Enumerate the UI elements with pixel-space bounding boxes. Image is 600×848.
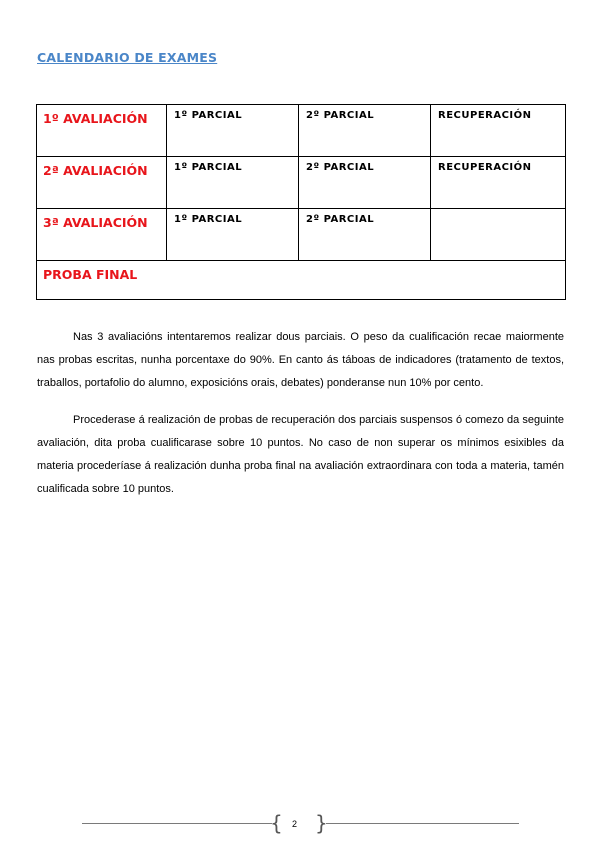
final-exam-cell xyxy=(37,261,566,300)
cell-text: 1º PARCIAL xyxy=(174,162,243,173)
table-cell xyxy=(299,157,431,209)
paragraph-weighting: Nas 3 avaliacións intentaremos realizar dous parciais. O peso da cualificación recae maiormente nas probas escritas, nunha porcentaxe do 90%. En canto ás táboas de indicadores (tratamento de textos, traballos, portafolio do alumno, exposicións orais, debates) ponderanse nun 10% por cento. xyxy=(37,331,564,389)
evaluation-label: 2ª AVALIACIÓN xyxy=(43,163,148,178)
cell-text: 1º PARCIAL xyxy=(174,214,243,225)
evaluation-cell xyxy=(37,105,167,157)
document-title: CALENDARIO DE EXAMES xyxy=(37,50,218,65)
paragraph-recovery: Procederase á realización de probas de recuperación dos parciais suspensos ó comezo da seguinte avaliación, dita proba cualificarase sobre 10 puntos. No caso de non superar os mínimos esixibles da materia procederíase á realización dunha proba final na avaliación extraordinara con toda a materia, tamén cualificada sobre 10 puntos. xyxy=(37,414,564,495)
right-brace-icon: } xyxy=(315,811,328,835)
table-cell xyxy=(431,105,566,157)
cell-text: RECUPERACIÓN xyxy=(438,110,532,121)
cell-text xyxy=(431,209,565,214)
table-cell xyxy=(299,209,431,261)
table-cell xyxy=(431,157,566,209)
final-exam-label: PROBA FINAL xyxy=(43,267,138,282)
table-cell xyxy=(167,209,299,261)
footer-line-left xyxy=(82,823,272,824)
footer-line-right xyxy=(326,823,519,824)
table-cell xyxy=(167,105,299,157)
cell-text: 2º PARCIAL xyxy=(306,110,375,121)
table-row xyxy=(37,157,566,209)
cell-text: 2º PARCIAL xyxy=(306,162,375,173)
evaluation-label: 1º AVALIACIÓN xyxy=(43,111,148,126)
evaluation-cell xyxy=(37,209,167,261)
table-cell xyxy=(431,209,566,261)
cell-text: 2º PARCIAL xyxy=(306,214,375,225)
page-number: 2 xyxy=(292,819,298,829)
exam-calendar-table xyxy=(36,104,566,300)
cell-text: RECUPERACIÓN xyxy=(438,162,532,173)
table-cell xyxy=(299,105,431,157)
table-cell xyxy=(167,157,299,209)
table-row xyxy=(37,209,566,261)
table-row xyxy=(37,105,566,157)
evaluation-cell xyxy=(37,157,167,209)
left-brace-icon: { xyxy=(270,811,283,835)
cell-text: 1º PARCIAL xyxy=(174,110,243,121)
table-row-final xyxy=(37,261,566,300)
evaluation-label: 3ª AVALIACIÓN xyxy=(43,215,148,230)
